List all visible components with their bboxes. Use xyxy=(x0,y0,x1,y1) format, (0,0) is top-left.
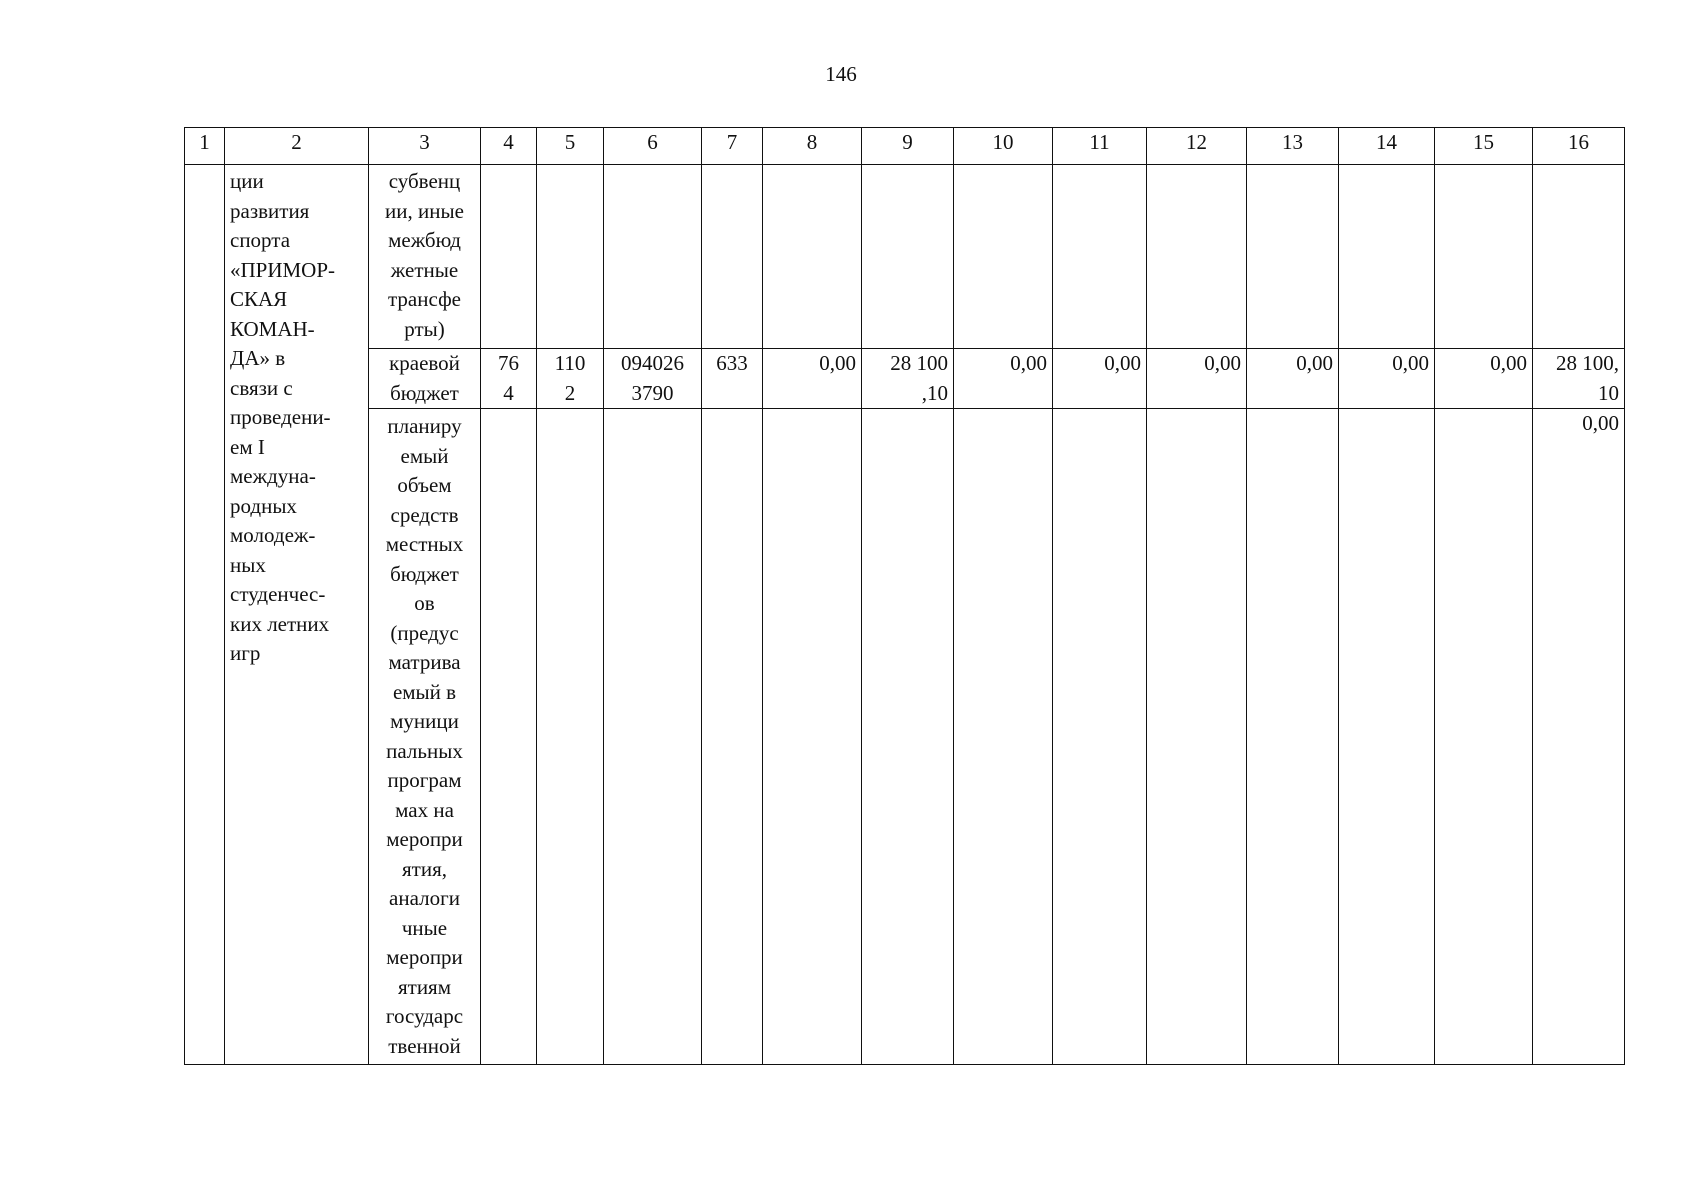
row-number-cell xyxy=(185,165,225,1065)
empty-cell xyxy=(702,409,763,1065)
amount-cell: 0,00 xyxy=(1147,349,1247,409)
amount-cell: 0,00 xyxy=(1247,349,1339,409)
empty-cell xyxy=(763,409,862,1065)
amount-cell: 0,00 xyxy=(763,349,862,409)
funding-source-cell: краевой бюджет xyxy=(369,349,481,409)
code-cell: 094026 3790 xyxy=(604,349,702,409)
table-row xyxy=(185,165,1625,349)
empty-cell xyxy=(481,165,537,349)
header-cell-1: 1 xyxy=(185,128,225,165)
empty-cell xyxy=(862,165,954,349)
empty-cell xyxy=(1147,409,1247,1065)
funding-source-cell: планиру емый объем средств местных бюджет ов (предус матрива емый в муници пальных програм мах на меропри ятия, аналоги чные меропри ятиям государс твенной xyxy=(369,409,481,1065)
header-cell-8: 8 xyxy=(763,128,862,165)
empty-cell xyxy=(604,409,702,1065)
empty-cell xyxy=(702,165,763,349)
code-cell: 110 2 xyxy=(537,349,604,409)
header-cell-3: 3 xyxy=(369,128,481,165)
total-cell: 0,00 xyxy=(1533,409,1625,1065)
header-cell-11: 11 xyxy=(1053,128,1147,165)
header-cell-6: 6 xyxy=(604,128,702,165)
empty-cell xyxy=(954,409,1053,1065)
header-cell-15: 15 xyxy=(1435,128,1533,165)
amount-cell: 0,00 xyxy=(1435,349,1533,409)
event-name-cell: ции развития спорта «ПРИМОР- СКАЯ КОМАН- ДА» в связи с проведени- ем I междуна- родных молодеж- ных студенчес- ких летних игр xyxy=(225,165,369,1065)
empty-cell xyxy=(1533,165,1625,349)
empty-cell xyxy=(1147,165,1247,349)
table-row xyxy=(185,349,1625,409)
table-row xyxy=(185,409,1625,1065)
header-cell-2: 2 xyxy=(225,128,369,165)
header-cell-7: 7 xyxy=(702,128,763,165)
header-cell-9: 9 xyxy=(862,128,954,165)
header-cell-16: 16 xyxy=(1533,128,1625,165)
header-cell-4: 4 xyxy=(481,128,537,165)
empty-cell xyxy=(481,409,537,1065)
header-cell-14: 14 xyxy=(1339,128,1435,165)
header-cell-10: 10 xyxy=(954,128,1053,165)
empty-cell xyxy=(1339,409,1435,1065)
empty-cell xyxy=(1435,165,1533,349)
empty-cell xyxy=(537,165,604,349)
amount-cell: 0,00 xyxy=(1053,349,1147,409)
header-cell-13: 13 xyxy=(1247,128,1339,165)
code-cell: 633 xyxy=(702,349,763,409)
total-cell: 28 100, 10 xyxy=(1533,349,1625,409)
empty-cell xyxy=(537,409,604,1065)
empty-cell xyxy=(604,165,702,349)
empty-cell xyxy=(862,409,954,1065)
amount-cell: 28 100 ,10 xyxy=(862,349,954,409)
empty-cell xyxy=(1053,165,1147,349)
empty-cell xyxy=(1339,165,1435,349)
empty-cell xyxy=(1247,409,1339,1065)
header-cell-5: 5 xyxy=(537,128,604,165)
amount-cell: 0,00 xyxy=(1339,349,1435,409)
empty-cell xyxy=(1435,409,1533,1065)
amount-cell: 0,00 xyxy=(954,349,1053,409)
empty-cell xyxy=(1053,409,1147,1065)
header-cell-12: 12 xyxy=(1147,128,1247,165)
page-number: 146 xyxy=(825,62,857,86)
code-cell: 76 4 xyxy=(481,349,537,409)
empty-cell xyxy=(954,165,1053,349)
funding-source-cell: субвенц ии, иные межбюд жетные трансфе рты) xyxy=(369,165,481,349)
empty-cell xyxy=(1247,165,1339,349)
empty-cell xyxy=(763,165,862,349)
budget-table xyxy=(184,127,1625,1065)
header-row xyxy=(185,128,1625,165)
